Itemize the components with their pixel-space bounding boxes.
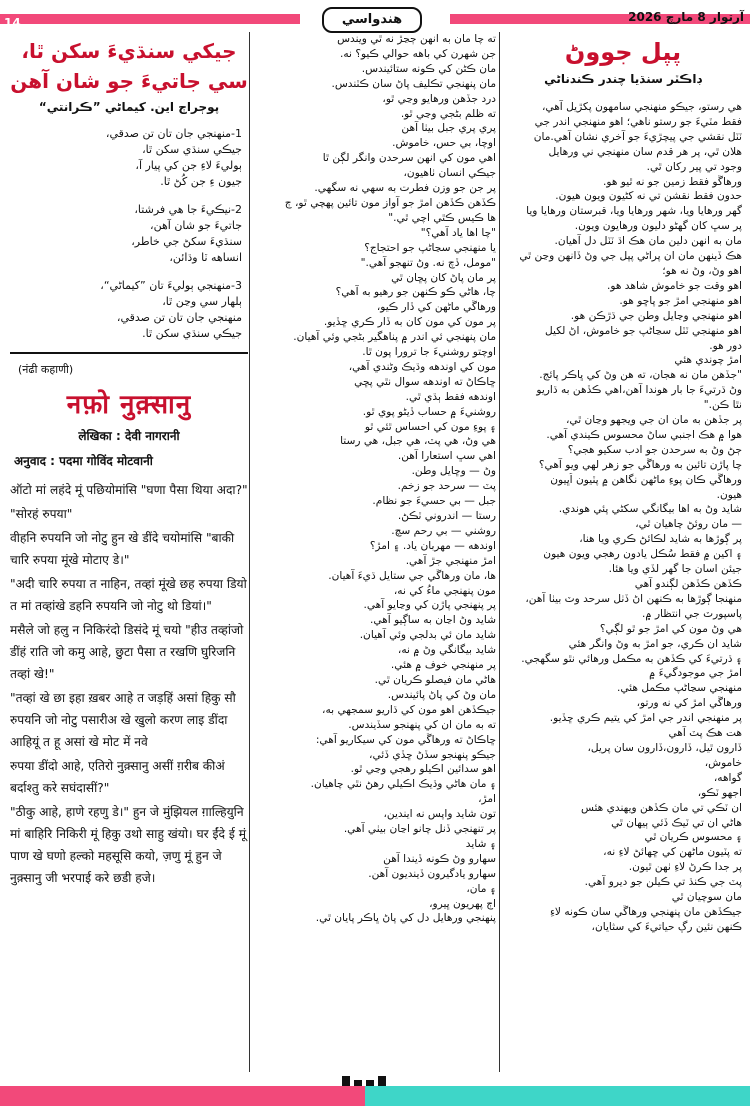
text-line: ته ظلم بڻجي وڃي ٿو.: [400, 107, 496, 120]
left-column: [10, 32, 248, 1072]
article-body: [504, 100, 742, 935]
poem-author: پوڄراڄ اين. کيماڻي ”ڪرانتي“: [38, 100, 220, 114]
text-line: منهنجا ڳوڙها به ڪنهن اڻ ڏٺل سرحد وٽ بيٺا آهن،: [525, 592, 742, 605]
text-line: پر منهنجي خوف ۾ هئي.: [390, 659, 496, 672]
story-paragraph: "ठीकु आहे, हाणे रहणु डे।" हुन जे मुंझियल ग़ाल्हियुनि मां बाहिरि निकिरी मूं हिकु उथो साहु खंयो। घर ईंदे ई मूं पाण खे घणो हल्को महसूसि कयो, ज़णु मूं हुन जे नुक़्सानु जी भरपाई करे छडी हजे।: [10, 805, 247, 885]
text-line: جيڪڏهن مان پنهنجي ورهاڱي سان ڪونه لاءِ: [549, 905, 742, 918]
text-line: ته پٽيون ماڻهن کي ڇهائڻ لاءِ نه،: [603, 846, 742, 859]
text-line: مان ڪڻن کي ڪونه ستائيندس.: [361, 62, 496, 75]
text-line: اوندهه — مهربان ياد. ۽ امڙ؟: [369, 539, 496, 552]
text-line: پري پري جبل بيٺا آهن: [401, 122, 496, 135]
text-line: چا پاڙن تائين به ورهاڱي جو زهر لهي ويو آهي؟: [538, 458, 742, 471]
middle-column-text: [252, 32, 496, 926]
text-line: ۽ محسوس ڪريان ٿي: [644, 831, 742, 844]
text-line: ورهاڱي ڪان پوءِ ماڻهن نگاهن ۾ پٽيون اُڀيون: [550, 473, 742, 486]
footer-bar-right: [365, 1086, 750, 1106]
text-line: پٽ — سرحد جو زخم.: [397, 480, 496, 493]
text-line: ورهاڱي ماڻهن کي ڏار ڪيو،: [376, 301, 496, 314]
poem-line: منهنجي جان تان تن صدقي،: [116, 311, 242, 324]
text-line: ورهاڱو فقط زمين جو نه ٿيو هو.: [603, 175, 742, 188]
text-line: شايد وڻ به اها بيگانگي سکڻي پئي هوندي.: [558, 503, 742, 516]
page-number: 14: [4, 16, 21, 30]
poem-stanzas: [10, 126, 248, 342]
header-bar-left: [0, 14, 300, 24]
text-line: ۽ شايد: [465, 837, 496, 850]
story-paragraph: "सोरहं रुपया": [10, 507, 73, 521]
story-paragraph: "तव्हां खे छा इहा ख़बर आहे त जड़हिं असां हिकु सौ रुपयनि जो नोटु पसारीअ खे खुलो करण लाइ डींदा आहियूं त हू असां खे मोट में नवे: [10, 691, 236, 749]
text-line: ۽ اکين ۾ فقط سُڪل يادون رهجي ويون هيون: [543, 548, 742, 561]
text-line: — مان روئڻ چاهيان ٿي،: [635, 518, 742, 531]
text-line: پٽ جي ڪنڌ تي ڪيلن جو ديرو آهي.: [584, 876, 742, 889]
text-line: شايد مان ئي بدلجي وئي آهيان.: [359, 629, 496, 642]
middle-column: [252, 32, 496, 1072]
text-line: امڙ جي موجودگيءَ ۾: [649, 667, 742, 680]
text-line: اوچا، بي حس، خاموش.: [392, 137, 496, 150]
story-paragraph: "अदी चारि रुपया त नाहिन, तव्हां मूंखे छह रुपया डियो त मां तव्हांखे डहनि रुपयनि जो नोटु थो डियां।": [10, 577, 247, 613]
text-line: ڇاڪاڻ ته اوندهه سوال نٿي پڇي: [354, 375, 496, 388]
text-line: پر جدا ڪرڻ لاءِ ٺهن ٿيون.: [628, 861, 742, 874]
text-line: شايد بيگانگي وڻ ۾ نه،: [397, 644, 496, 657]
poem-stanza: [10, 202, 248, 266]
text-line: ڪڏهن ڪڏهن امڙ جو آواز مون تائين پهچي ٿو، ڄ: [284, 196, 496, 209]
text-line: درد جڏهن ورهايو وڃي ٿو،: [382, 92, 496, 105]
text-line: ٽٽل نقشي جي پيچڙيءَ جو آخري نشان آهي.مان: [533, 130, 742, 143]
text-line: ڏارون ٿيل، ڏارون،ڏارون سان پريل،: [587, 741, 742, 754]
poem-title-line-2: سي جاتيءَ جو شان آهن: [10, 69, 248, 93]
story-paragraph: मसैले जो हलु न निकिरंदो डिसंदे मूं चयो "हीउ तव्हांजो डींहं राति जो कमु आहे, छुटा पैसा त रखणि घुरिजनि तव्हां खे!": [10, 623, 244, 681]
text-line: حدون فقط نقشن تي نه کڻيون ويون هيون.: [555, 190, 742, 203]
text-line: پر ڳوڙها به شايد لڪائڻ ڪري ويا هنا،: [579, 533, 742, 546]
text-line: ها ڪيس ڪٿي اچي ٿي.": [388, 211, 496, 224]
text-line: پاسپورٽ جي انتظار ۾.: [642, 607, 742, 620]
poem-title: [10, 36, 248, 96]
text-line: ڪڏهن ڪڏهن لڳندو آهي: [634, 578, 742, 590]
article-author: ڊاڪٽر سنڌيا چندر ڪندناڻي: [544, 72, 702, 86]
text-line: "جڏهن مان نه هجان، ته هن وڻ کي ڀاڪر پائج.: [539, 369, 742, 382]
text-line: وجود تي پير رکان ٿي.: [646, 160, 742, 173]
text-line: اهو سدائين اڪيلو رهجي وڃي ٿو.: [350, 763, 496, 776]
right-column: [504, 32, 742, 1072]
text-line: ۽ مان،: [466, 882, 496, 895]
text-line: هيون.: [716, 488, 742, 501]
text-line: ۽ مان هاڻي وڌيڪ اڪيلي رهڻ نٿي چاهيان.: [310, 778, 496, 791]
text-line: تون شايد واپس نه ايندين،: [383, 808, 496, 821]
text-line: اهو وقت جو خاموش شاهد هو.: [607, 279, 742, 292]
text-line: ها، مان ورهاڱي جي ستايل ڌيءَ آهيان.: [328, 569, 496, 582]
text-line: پر جڏهن به مان ان جي ويجهو وڃان ٿي،: [565, 414, 742, 427]
text-line: امڙ چوندي هئي: [674, 354, 742, 367]
text-line: ان ٽڪي تي مان ڪڏهن ويهندي هئس: [580, 801, 742, 814]
text-line: پر مون کي مون کان به ڏار ڪري ڇڏيو.: [323, 316, 496, 329]
text-line: جيئن اسان جا گهر لڏي ويا هئا.: [608, 563, 742, 576]
text-line: ته چا مان به انهن ڄڃڙ نه ٿي ويندس: [337, 33, 496, 45]
text-line: هي رستو، جيڪو منهنجي سامهون پکڙيل آهي،: [541, 101, 742, 113]
text-line: هي وڻ، هي پٽ، هي جبل، هي رستا: [340, 435, 496, 448]
text-line: ڪنهن نئين رڳ حياتيءَ کي سثايان،: [591, 920, 742, 933]
text-line: اجهو ٽڪو،: [697, 786, 742, 799]
text-line: يا منهنجي سڃاڻپ جو احتجاج؟: [364, 241, 496, 254]
poem-line: جيون ءِ جن کُڻ ٿا.: [160, 175, 242, 188]
text-line: مان به انهن دلين مان هڪ اڌ ٽٽل دل آهيان.: [554, 235, 742, 248]
story-translator: अनुवाद : पदमा गोविंद मोटवानी: [14, 454, 153, 468]
poem-line: جيڪي سنڌي سکن ٿا،: [142, 143, 242, 156]
text-line: شايد ان ڪري، جو امڙ به وڻ وانگر هئي: [568, 637, 742, 650]
column-divider-right: [499, 32, 500, 1072]
text-line: جيڪو پنهنجو سڏڻ ڇڏي ڏئي،: [369, 748, 496, 761]
text-line: ۽ ڌرتيءَ کي ڪڏهن به مڪمل ورهائي نٿو سگهجي.: [521, 652, 742, 665]
poem-line: 3-منهنجي ٻوليءَ تان ”کيماڻي“،: [100, 279, 242, 292]
story-author: लेखिका : देवी नागरानी: [78, 429, 180, 443]
poem-line: 2-نيڪيءَ جا هي فرشتا،: [134, 203, 242, 216]
text-line: پر جن جو وزن فطرت به سهي نه سگهي.: [314, 182, 496, 195]
text-line: هت هڪ پٽ آهي: [668, 727, 742, 740]
text-line: هاڻي مان فيصلو ڪريان ٿي.: [374, 673, 496, 686]
text-line: مون پنهنجي ماءُ کي نه،: [393, 584, 496, 597]
text-line: گهر ورهايا ويا، شهر ورهايا ويا، قبرستان ورهايا ويا: [526, 205, 742, 218]
poem-line: 1-منهنجي جان تان تن صدقي،: [105, 127, 242, 140]
masthead-logo: هندواسي: [322, 7, 422, 33]
text-line: امڙ،: [478, 793, 496, 806]
text-line: وڻ — وڇايل وطن.: [411, 465, 496, 478]
story-title: नफ़ो नुक़्सानु: [66, 390, 192, 420]
footer-bar-left: [0, 1086, 365, 1106]
text-line: پر پنهنجي پاڙن کي وڃايو آهي.: [363, 599, 496, 612]
text-line: رستا — اندروني ٽڪڻ.: [397, 510, 496, 522]
text-line: خاموش،: [704, 756, 742, 769]
text-line: اهو منهنجي ٽٽل سڃاڻپ جو خاموش، اڻ لکيل: [545, 324, 742, 337]
text-line: نٿا ڪن.": [703, 399, 742, 412]
issue-date: آرتوار 8 مارچ 2026: [628, 10, 744, 24]
text-line: مان پنهنجي ئي اندر ۾ پناهگير بڻجي وئي آهيان.: [293, 331, 496, 344]
text-line: اوندهه فقط ٻڌي ٿي.: [405, 390, 496, 403]
text-line: سهارو يادگيرون ڏينديون آهن.: [368, 867, 496, 880]
poem-section: [10, 36, 248, 342]
text-line: جن شهرن کي باهه حوالي ڪيو؟ نه.: [339, 47, 496, 60]
text-line: هاڻي ان تي ٽيڪ ڏئي ٻيهان ٿي: [611, 816, 742, 829]
text-line: اوچتو روشنيءَ جا ترورا پون ٿا.: [362, 346, 496, 359]
text-line: اڄ پهريون ڀيرو،: [429, 897, 496, 910]
text-line: دور هو.: [709, 339, 742, 352]
column-divider-left: [249, 32, 250, 1072]
article-title: پپل جووڻ: [564, 38, 682, 66]
poem-line: انساهه ٽا وڌائن،: [169, 251, 242, 264]
text-line: روشنيءَ ۾ حساب ڏيڻو پوي ٿو.: [362, 405, 496, 418]
poem-line: جاتيءَ جو شان آهن،: [150, 219, 242, 232]
text-line: پر تنهنجي ڏنل چانو اڃان بيٺي آهي.: [343, 823, 496, 836]
poem-line: ٻوليءَ لاءِ جن کي پيار آ،: [135, 159, 242, 172]
text-line: فقط مٽيءَ جو رستو ناهي؛ اهو منهنجي اندر جي: [534, 115, 742, 128]
poem-stanza: [10, 126, 248, 190]
text-line: وڻ ڌرتيءَ جا بار هوندا آهن،اهي ڪڏهن به ڌاريو: [536, 384, 742, 397]
poem-line: سنڌيءَ سکڻ جي خاطر،: [131, 235, 242, 248]
story-paragraph: वीहनि रुपयनि जो नोटु हुन खे डींदे चयोमांसि "बाकी चारि रुपया मूंखे मोटाए डे।": [10, 531, 235, 567]
section-divider: [10, 352, 248, 354]
text-line: اهو منهنجي وڃايل وطن جي ڌڙڪن هو.: [570, 309, 742, 322]
story-body: [10, 479, 248, 889]
text-line: ڇاڪاڻ ته ورهاڱي مون کي سيکاريو آهي:: [315, 733, 496, 746]
text-line: منهنجي سڃاڻپ مڪمل هئي.: [616, 682, 742, 695]
text-line: سهارو وڻ ڪونه ڏيندا آهن: [383, 852, 496, 865]
text-line: "چا اها ياد آهي؟": [420, 226, 496, 239]
text-line: هي وڻ مون کي امڙ جو ٿو لڳي؟: [599, 622, 742, 635]
text-line: ۽ پوءِ مون کي احساس ٿئي ٿو: [364, 420, 496, 433]
text-line: پر منهنجي اندر جي امڙ کي يتيم ڪري ڇڏيو.: [549, 712, 742, 725]
text-line: هلان ٿي، پر هر قدم سان منهنجي ني ورهايل: [548, 145, 742, 158]
text-line: جيڪڏهن اهو مون کي ڌاريو سمجهي به،: [322, 703, 496, 716]
text-line: اهي مون کي انهن سرحدن وانگر لڳن ٿا: [322, 152, 496, 165]
text-line: مان پنهنجي تڪليف پاڻ سان ڪٽندس.: [331, 77, 496, 90]
poem-stanza: [10, 278, 248, 342]
text-line: پر مان پاڻ کان پڇان ٿي: [391, 271, 496, 284]
poem-line: ٻلهار سي وڃن ٿا،: [162, 295, 242, 308]
text-line: ڄڻ وڻ به سرحدن جو ادب سکيو هجي؟: [567, 443, 742, 456]
text-line: هڪ ڏينهن مان ان پراڻي پپل جي وڻ ڏانهن وڃن ٿي: [519, 250, 742, 263]
story-paragraph: ऑटो मां लहंदे मूं पछियोमांसि "घणा पैसा थिया अदा?": [10, 483, 248, 497]
text-line: مان سوچيان ٿي: [671, 891, 742, 904]
text-line: جيڪي انسان ٺاهيون،: [403, 167, 496, 180]
text-line: پر سڀ کان گهڻو دليون ورهايون ويون.: [574, 220, 742, 233]
text-line: اهو منهنجي امڙ جو پاڇو هو.: [619, 294, 742, 307]
text-line: امڙ منهنجي جڙ آهي.: [405, 554, 496, 567]
text-line: شايد وڻ اڃان به ساڳيو آهي.: [369, 614, 496, 627]
text-line: مان وڻ کي پاڻ پائيندس.: [387, 688, 496, 701]
text-line: چا، هاڻي ڪو ڪنهن جو رهيو به آهي؟: [335, 286, 496, 299]
text-line: گواهه،: [713, 771, 742, 784]
text-line: ته به مان ان کي پنهنجو سڏيندس.: [348, 718, 496, 731]
text-line: اهي سڀ استعارا آهن.: [397, 450, 496, 463]
text-line: اهو وڻ، وڻ نه هو؛: [662, 264, 742, 277]
story-paragraph: रुपया डींदो आहे, एतिरो नुक़्सानु असीं ग़रीब कीअं बर्दाश्तु करे सघंदासीं?": [10, 759, 225, 795]
text-line: هوا ۾ هڪ اجنبي ساڻ محسوس ڪيندي آهي.: [546, 428, 742, 441]
story-category-tag: (नंढी कहाणी): [18, 363, 74, 376]
poem-line: جيڪي سنڌي سکن ٿا.: [142, 327, 242, 340]
text-line: مون کي اوندهه وڌيڪ وڻندي آهي،: [348, 360, 496, 373]
text-line: "مومل، ڏچ نه. وڻ تنهجو آهي.": [360, 256, 496, 269]
text-line: روشني — بي رحم سچ.: [391, 524, 496, 537]
text-line: ورهاڱي امڙ کي نه ورتو،: [636, 697, 742, 710]
text-line: پنهنجي ورهايل دل کي پاڻ ڀاڪر پايان ٿي.: [315, 912, 496, 925]
poem-title-line-1: جيکي سنڌيءَ سکن ٿا،: [21, 39, 237, 63]
text-line: جبل — بي حسيءَ جو نظام.: [372, 495, 496, 508]
